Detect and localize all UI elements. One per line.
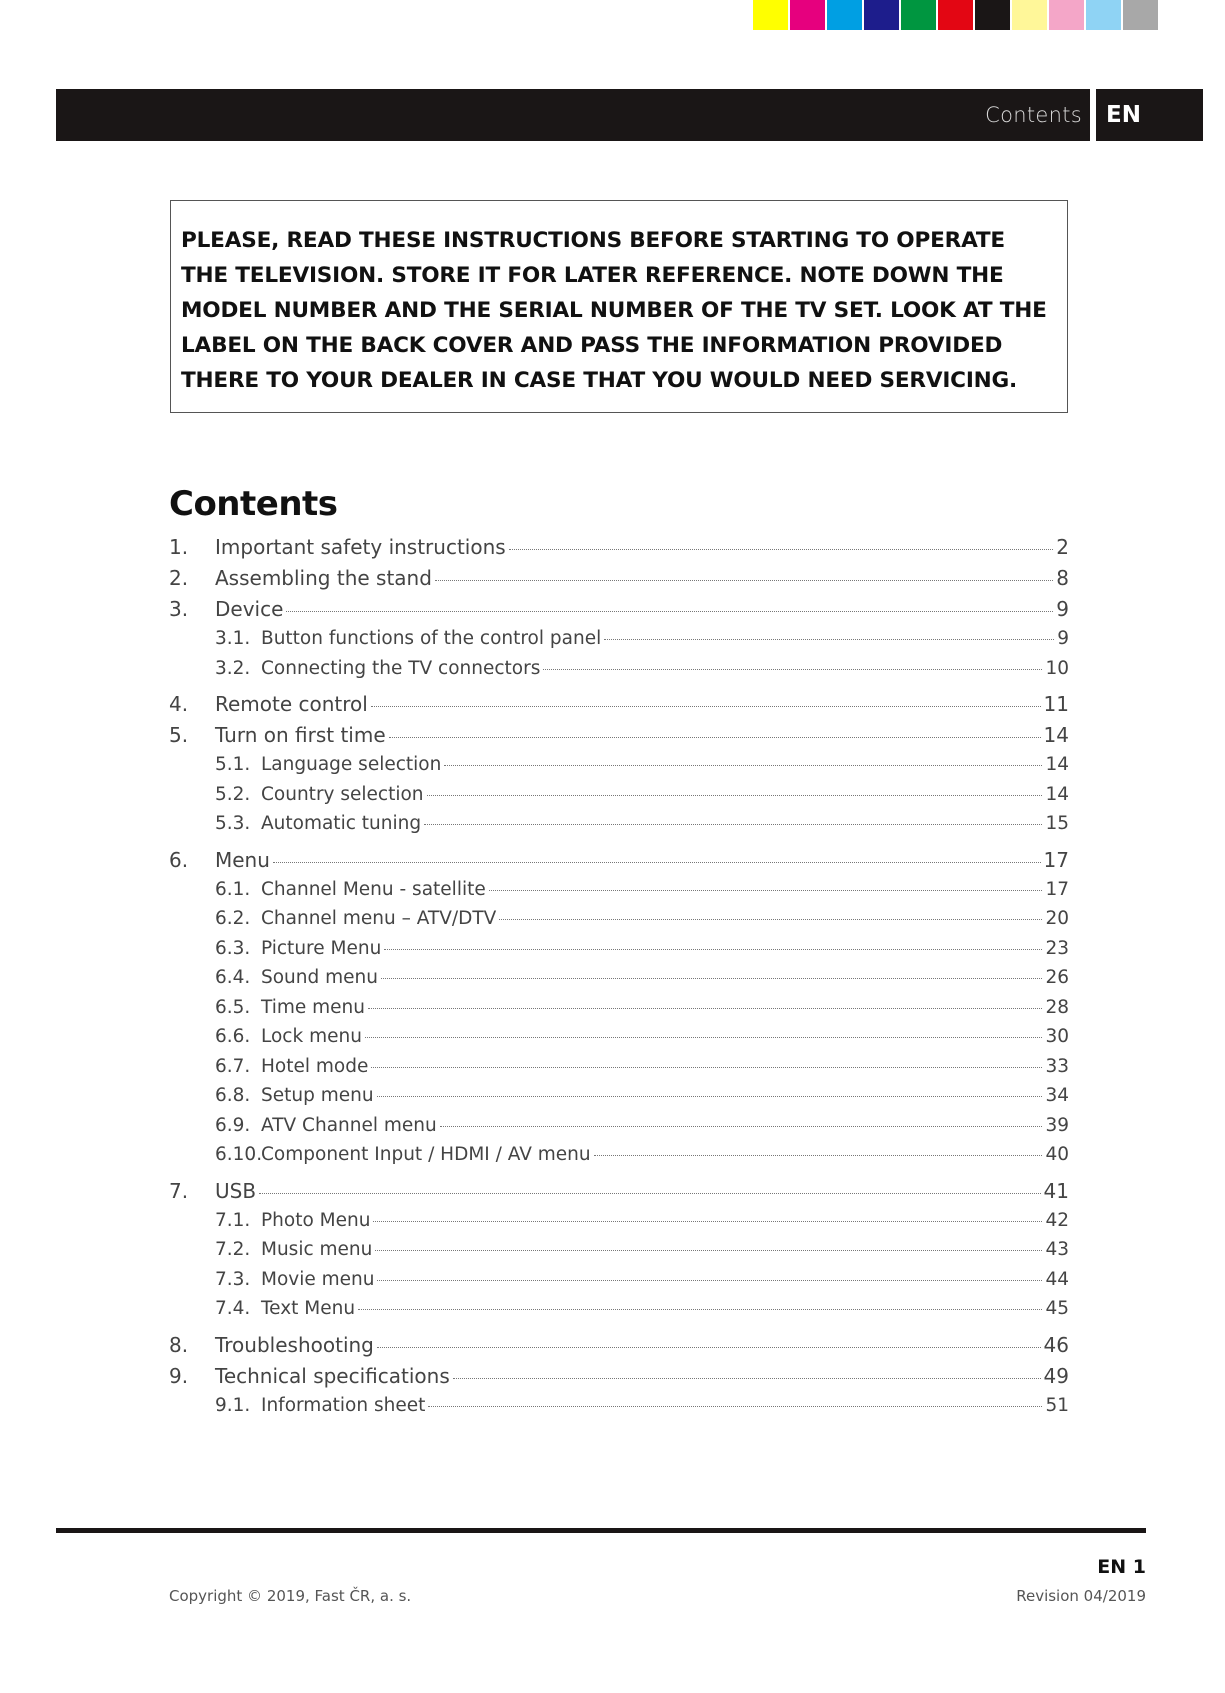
- toc-entry[interactable]: [169, 1395, 1069, 1425]
- toc-entry-label[interactable]: Remote control: [215, 692, 368, 716]
- contents-heading: Contents: [169, 484, 338, 524]
- toc-entry-page: 39: [1045, 1114, 1069, 1136]
- toc-entry[interactable]: [169, 566, 1069, 597]
- toc-entry-page: 17: [1045, 878, 1069, 900]
- color-registration-strip: [753, 0, 1158, 30]
- toc-entry-page: 46: [1043, 1332, 1069, 1357]
- color-swatch: [901, 0, 936, 30]
- toc-dot-leader: [375, 1250, 1042, 1251]
- toc-entry[interactable]: [169, 1144, 1069, 1174]
- toc-entry-page: 49: [1043, 1363, 1069, 1388]
- toc-entry-number: 7.3.: [215, 1268, 251, 1290]
- toc-entry-page: 28: [1045, 996, 1069, 1018]
- toc-dot-leader: [259, 1193, 1040, 1194]
- toc-entry[interactable]: [169, 997, 1069, 1027]
- toc-entry-number: 7.4.: [215, 1298, 251, 1319]
- toc-entry[interactable]: [169, 908, 1069, 938]
- toc-entry-page: 2: [1056, 535, 1069, 559]
- copyright-text: Copyright © 2019, Fast ČR, a. s.: [169, 1587, 412, 1605]
- toc-entry-number: 7.1.: [215, 1209, 251, 1231]
- toc-entry-page: 11: [1043, 692, 1069, 716]
- toc-entry[interactable]: [169, 723, 1069, 754]
- toc-entry-page: 23: [1045, 937, 1069, 959]
- toc-entry-label[interactable]: Automatic tuning: [261, 813, 422, 834]
- toc-entry-page: 34: [1045, 1085, 1069, 1106]
- toc-entry[interactable]: [169, 938, 1069, 968]
- toc-dot-leader: [381, 978, 1042, 979]
- toc-entry-page: 44: [1045, 1268, 1069, 1290]
- toc-entry-label[interactable]: USB: [215, 1178, 257, 1203]
- toc-entry-label[interactable]: Assembling the stand: [215, 566, 432, 590]
- toc-entry[interactable]: [169, 1056, 1069, 1086]
- toc-entry-page: 14: [1045, 783, 1069, 805]
- toc-entry[interactable]: [169, 1085, 1069, 1115]
- toc-entry-page: 14: [1043, 723, 1069, 747]
- toc-entry-page: 45: [1045, 1298, 1069, 1319]
- color-swatch: [827, 0, 862, 30]
- toc-entry-page: 41: [1043, 1178, 1069, 1203]
- toc-entry[interactable]: [169, 1239, 1069, 1269]
- toc-entry-label[interactable]: Country selection: [261, 783, 424, 805]
- toc-entry-number: 6.3.: [215, 937, 251, 959]
- toc-entry-number: 6.10.: [215, 1144, 263, 1165]
- toc-dot-leader: [424, 824, 1042, 825]
- toc-dot-leader: [373, 1221, 1042, 1222]
- color-swatch: [753, 0, 788, 30]
- toc-entry-label[interactable]: Troubleshooting: [215, 1332, 374, 1357]
- warning-notice-text: PLEASE, READ THESE INSTRUCTIONS BEFORE STARTING TO OPERATE THE TELEVISION. STORE IT FOR LATER REFERENCE. NOTE DOWN THE MODEL NUMBER AND THE SERIAL NUMBER OF THE TV SET. LOOK AT THE LABEL ON THE BACK COVER AND PASS THE INFORMATION PROVIDED THERE TO YOUR DEALER IN CASE THAT YOU WOULD NEED SERVICING.: [181, 228, 1047, 393]
- toc-entry-page: 8: [1056, 566, 1069, 590]
- toc-dot-leader: [273, 862, 1041, 863]
- toc-dot-leader: [435, 580, 1053, 581]
- toc-entry-label[interactable]: Time menu: [261, 996, 366, 1018]
- color-swatch: [938, 0, 973, 30]
- toc-dot-leader: [368, 1008, 1042, 1009]
- toc-entry-number: 6.5.: [215, 996, 251, 1018]
- header-section-title: Contents: [985, 103, 1082, 127]
- toc-dot-leader: [365, 1037, 1043, 1038]
- toc-entry-page: 17: [1043, 847, 1069, 872]
- page-number: EN 1: [1097, 1556, 1146, 1578]
- toc-entry[interactable]: [169, 535, 1069, 566]
- toc-entry[interactable]: [169, 1179, 1069, 1210]
- toc-entry-number: 1.: [169, 535, 189, 559]
- color-swatch: [975, 0, 1010, 30]
- toc-entry-label[interactable]: Lock menu: [261, 1026, 362, 1047]
- toc-entry-number: 7.: [169, 1178, 189, 1203]
- color-swatch: [1012, 0, 1047, 30]
- toc-dot-leader: [453, 1378, 1041, 1379]
- toc-dot-leader: [371, 1067, 1042, 1068]
- toc-entry-number: 6.: [169, 847, 189, 872]
- toc-entry-label[interactable]: ATV Channel menu: [261, 1114, 437, 1136]
- toc-dot-leader: [604, 639, 1054, 640]
- color-swatch: [790, 0, 825, 30]
- toc-entry-label[interactable]: Information sheet: [261, 1394, 426, 1416]
- toc-entry[interactable]: [169, 754, 1069, 784]
- toc-entry-label[interactable]: Channel Menu - satellite: [261, 878, 486, 900]
- toc-entry-page: 43: [1045, 1239, 1069, 1260]
- toc-entry[interactable]: [169, 1115, 1069, 1145]
- toc-dot-leader: [377, 1347, 1041, 1348]
- toc-entry[interactable]: [169, 1026, 1069, 1056]
- toc-entry-page: 14: [1045, 754, 1069, 775]
- color-swatch: [864, 0, 899, 30]
- toc-entry[interactable]: [169, 1333, 1069, 1364]
- toc-entry-label[interactable]: Text Menu: [261, 1298, 356, 1319]
- toc-entry-page: 9: [1056, 597, 1069, 621]
- toc-entry-number: 6.1.: [215, 878, 251, 900]
- toc-entry[interactable]: [169, 628, 1069, 658]
- toc-dot-leader: [427, 795, 1043, 796]
- toc-dot-leader: [286, 611, 1053, 612]
- toc-entry-page: 20: [1045, 908, 1069, 929]
- toc-entry[interactable]: [169, 1269, 1069, 1299]
- toc-entry[interactable]: [169, 1298, 1069, 1328]
- toc-entry-page: 15: [1045, 813, 1069, 834]
- toc-entry-label[interactable]: Connecting the TV connectors: [261, 657, 541, 679]
- toc-entry-label[interactable]: Sound menu: [261, 967, 378, 988]
- toc-entry-label[interactable]: Movie menu: [261, 1268, 375, 1290]
- toc-entry[interactable]: [169, 813, 1069, 843]
- footer-divider: [56, 1528, 1146, 1533]
- toc-dot-leader: [509, 549, 1054, 550]
- toc-dot-leader: [428, 1406, 1042, 1407]
- toc-dot-leader: [543, 669, 1042, 670]
- toc-entry-number: 4.: [169, 692, 189, 716]
- toc-entry-number: 7.2.: [215, 1239, 251, 1260]
- toc-entry-page: 40: [1045, 1144, 1069, 1165]
- toc-entry-page: 10: [1045, 657, 1069, 679]
- language-badge: EN: [1096, 89, 1203, 141]
- toc-entry-number: 5.2.: [215, 783, 251, 805]
- toc-entry-label[interactable]: Button functions of the control panel: [261, 628, 602, 649]
- toc-entry-number: 5.1.: [215, 754, 251, 775]
- toc-dot-leader: [389, 737, 1041, 738]
- toc-dot-leader: [499, 919, 1042, 920]
- toc-entry-number: 6.2.: [215, 908, 251, 929]
- toc-entry-label[interactable]: Device: [215, 597, 284, 621]
- toc-entry-number: 8.: [169, 1332, 189, 1357]
- toc-entry[interactable]: [169, 658, 1069, 688]
- toc-entry-label[interactable]: Music menu: [261, 1239, 373, 1260]
- toc-entry-label[interactable]: Technical specifications: [215, 1363, 450, 1388]
- header-bar: [56, 89, 1090, 141]
- toc-entry-number: 6.4.: [215, 967, 251, 988]
- toc-entry-number: 5.3.: [215, 813, 251, 834]
- toc-dot-leader: [377, 1280, 1042, 1281]
- toc-entry-number: 9.: [169, 1363, 189, 1388]
- toc-entry-page: 42: [1045, 1209, 1069, 1231]
- toc-entry-label[interactable]: Menu: [215, 847, 270, 872]
- toc-entry-number: 3.1.: [215, 628, 251, 649]
- toc-dot-leader: [440, 1126, 1043, 1127]
- toc-entry-label[interactable]: Picture Menu: [261, 937, 382, 959]
- toc-entry-number: 3.2.: [215, 657, 251, 679]
- color-swatch: [1049, 0, 1084, 30]
- toc-entry[interactable]: [169, 692, 1069, 723]
- toc-entry-label[interactable]: Component Input / HDMI / AV menu: [261, 1144, 591, 1165]
- toc-entry-label[interactable]: Photo Menu: [261, 1209, 371, 1231]
- toc-entry[interactable]: [169, 879, 1069, 909]
- toc-entry-label[interactable]: Channel menu – ATV/DTV: [261, 908, 497, 929]
- toc-entry-page: 30: [1045, 1026, 1069, 1047]
- toc-dot-leader: [371, 706, 1041, 707]
- toc-dot-leader: [444, 765, 1042, 766]
- toc-entry-label[interactable]: Important safety instructions: [215, 535, 506, 559]
- toc-entry-number: 9.1.: [215, 1394, 251, 1416]
- toc-entry-page: 33: [1045, 1055, 1069, 1077]
- toc-entry[interactable]: [169, 784, 1069, 814]
- toc-entry-label[interactable]: Language selection: [261, 754, 442, 775]
- toc-entry[interactable]: [169, 597, 1069, 628]
- color-swatch: [1086, 0, 1121, 30]
- toc-entry[interactable]: [169, 967, 1069, 997]
- toc-dot-leader: [594, 1155, 1043, 1156]
- toc-dot-leader: [489, 890, 1043, 891]
- toc-entry[interactable]: [169, 1364, 1069, 1395]
- toc-entry-number: 2.: [169, 566, 189, 590]
- warning-notice-box: [170, 200, 1068, 413]
- toc-dot-leader: [384, 949, 1042, 950]
- color-swatch: [1123, 0, 1158, 30]
- table-of-contents: [169, 535, 1069, 1424]
- toc-entry-label[interactable]: Turn on first time: [215, 723, 386, 747]
- toc-entry-number: 6.9.: [215, 1114, 251, 1136]
- toc-entry-number: 6.8.: [215, 1085, 251, 1106]
- toc-entry-page: 26: [1045, 967, 1069, 988]
- toc-entry-number: 3.: [169, 597, 189, 621]
- toc-entry-page: 9: [1057, 628, 1069, 649]
- toc-entry-label[interactable]: Hotel mode: [261, 1055, 369, 1077]
- toc-entry[interactable]: [169, 848, 1069, 879]
- toc-entry[interactable]: [169, 1210, 1069, 1240]
- toc-dot-leader: [358, 1309, 1042, 1310]
- toc-entry-number: 5.: [169, 723, 189, 747]
- toc-entry-number: 6.7.: [215, 1055, 251, 1077]
- revision-text: Revision 04/2019: [1016, 1587, 1146, 1605]
- toc-entry-number: 6.6.: [215, 1026, 251, 1047]
- toc-entry-label[interactable]: Setup menu: [261, 1085, 374, 1106]
- toc-entry-page: 51: [1045, 1394, 1069, 1416]
- toc-dot-leader: [377, 1096, 1043, 1097]
